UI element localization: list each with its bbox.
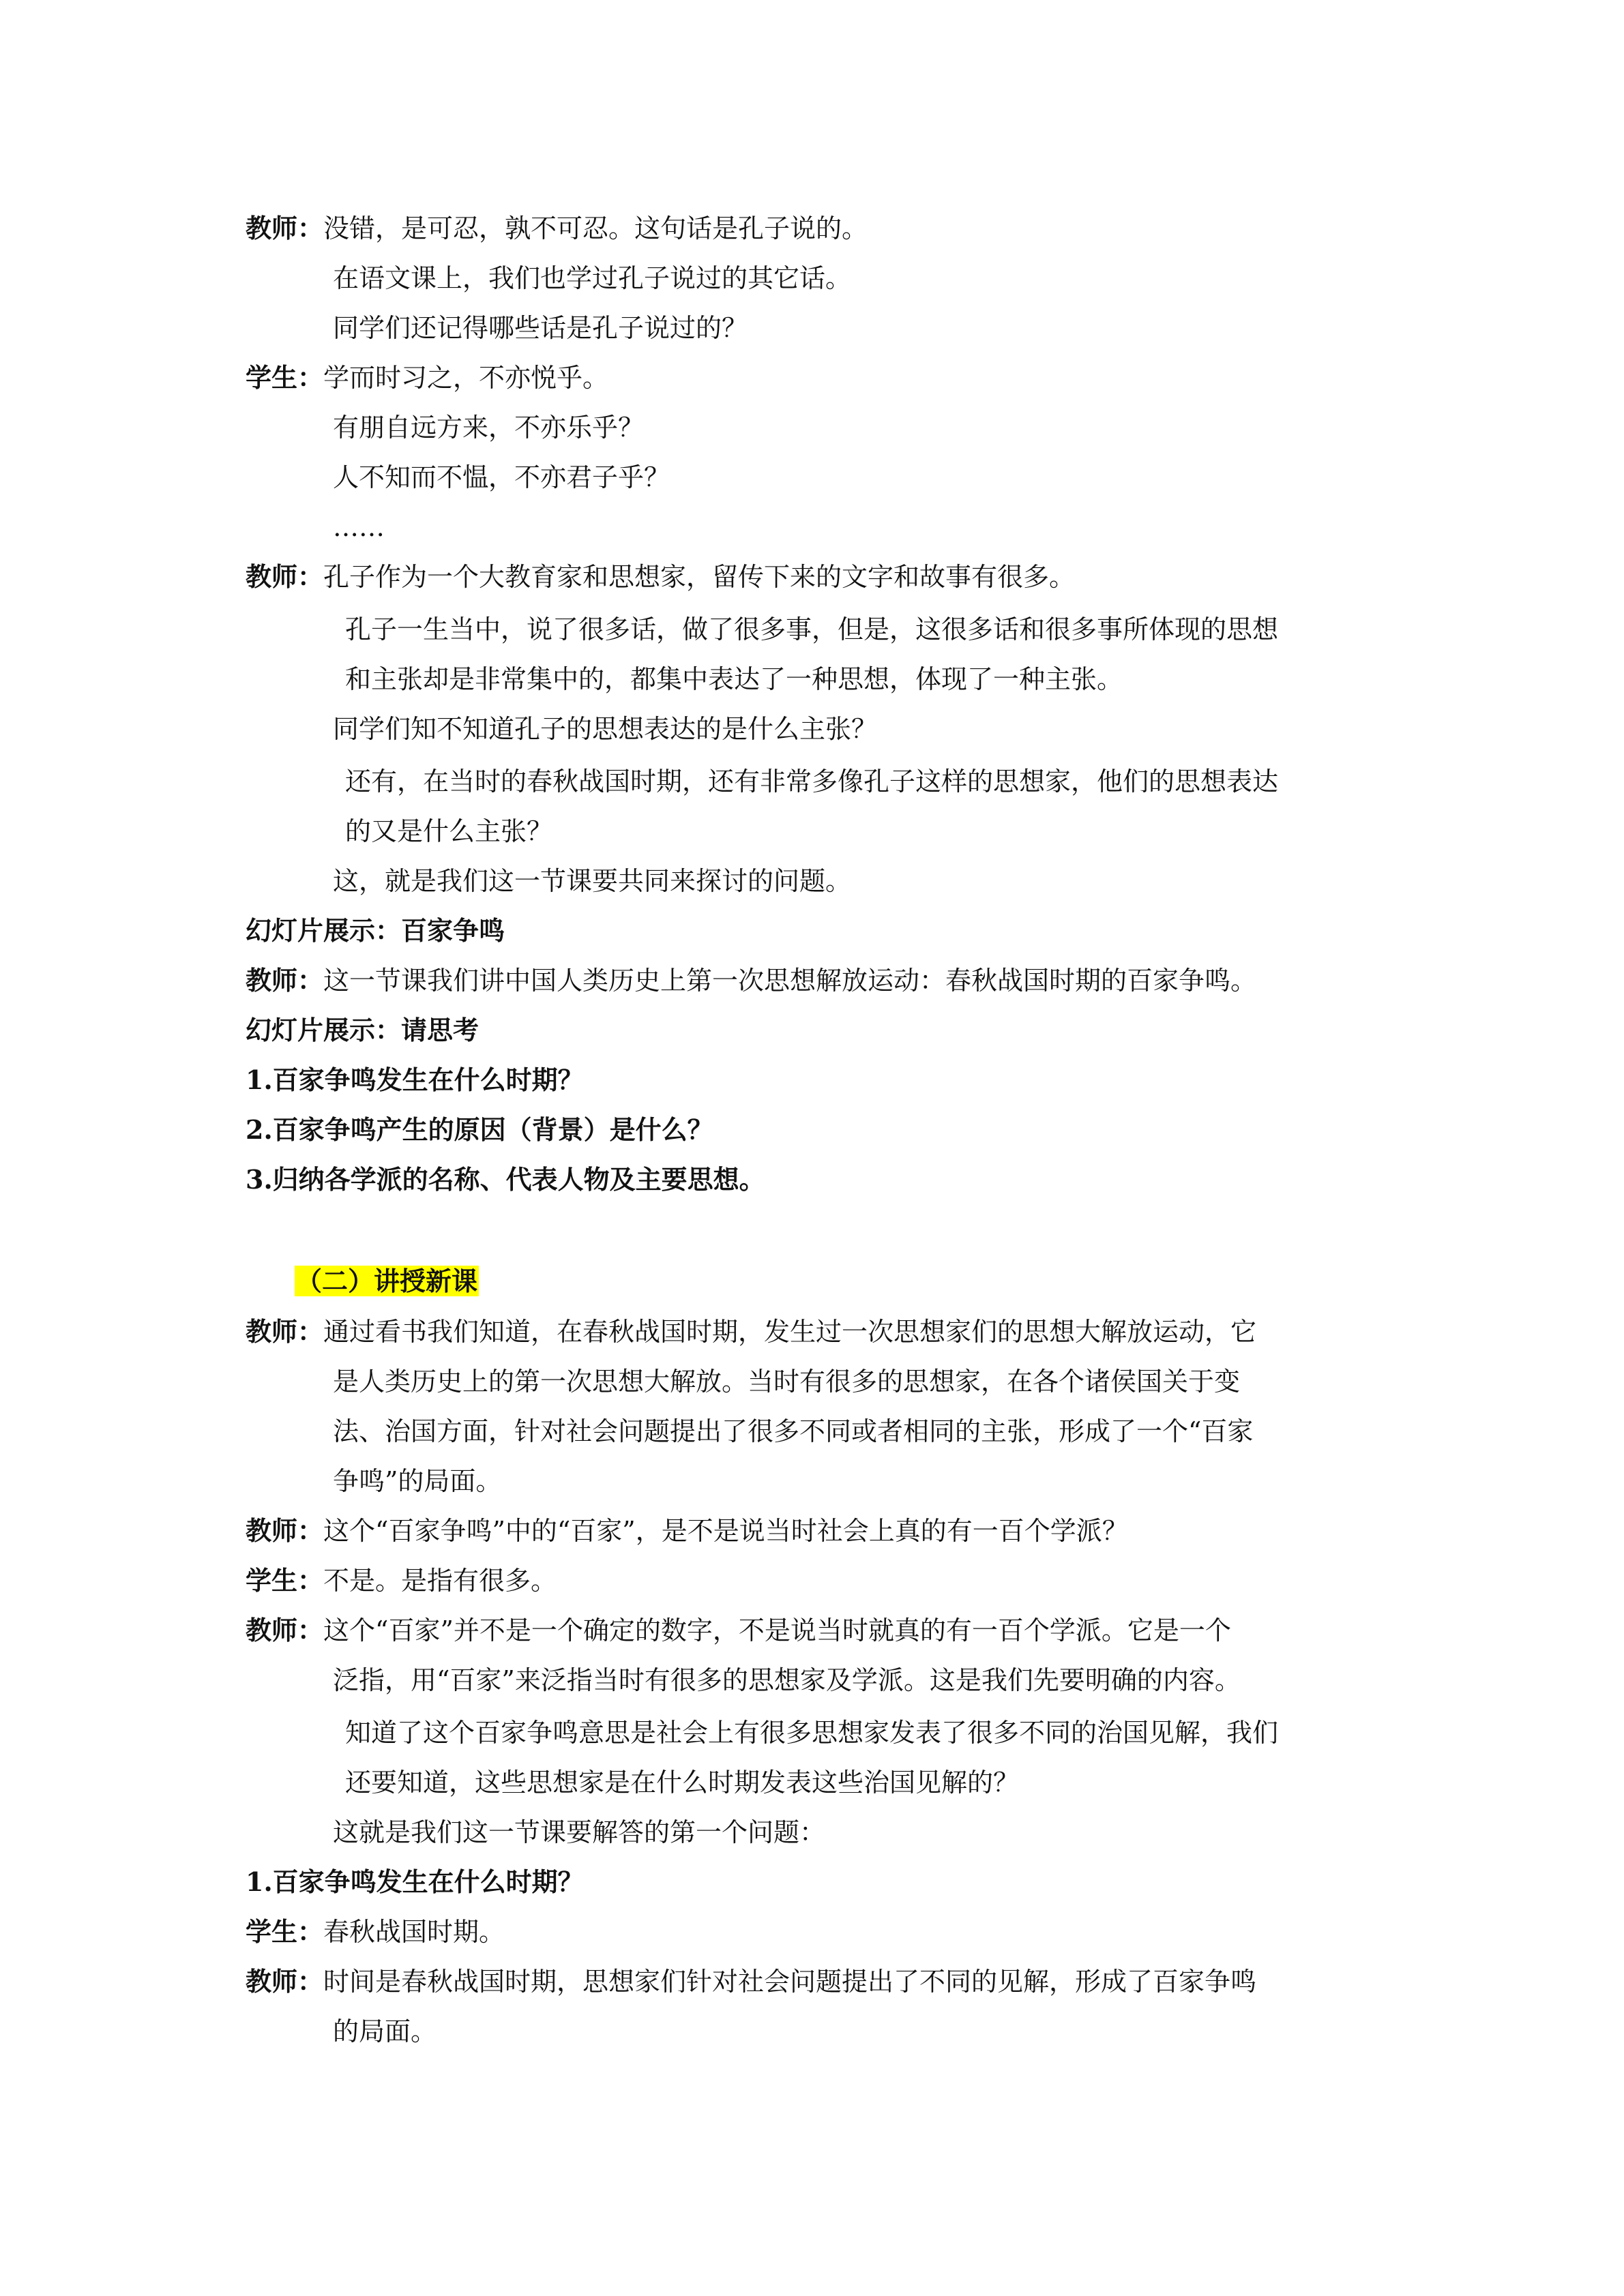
question-item: 1.百家争鸣发生在什么时期？ — [246, 1064, 584, 1095]
speaker-label: 教师： — [246, 965, 324, 996]
dialogue-line: 同学们还记得哪些话是孔子说过的？ — [333, 313, 748, 343]
speaker-label: 学生： — [246, 1565, 324, 1596]
question-item: 3.归纳各学派的名称、代表人物及主要思想。 — [246, 1164, 765, 1195]
dialogue-text: 这一节课我们讲中国人类历史上第一次思想解放运动：春秋战国时期的百家争鸣。 — [323, 966, 1257, 996]
dialogue-line: 人不知而不愠，不亦君子乎？ — [333, 462, 670, 492]
speaker-label: 教师： — [246, 561, 324, 592]
dialogue-line — [246, 1613, 1231, 1648]
dialogue-line: 泛指，用“百家”来泛指当时有很多的思想家及学派。这是我们先要明确的内容。 — [333, 1665, 1241, 1695]
dialogue-text: 春秋战国时期。 — [323, 1917, 505, 1947]
dialogue-line: 的局面。 — [333, 2016, 437, 2046]
dialogue-text: 这个“百家”并不是一个确定的数字，不是说当时就真的有一百个学派。它是一个 — [323, 1615, 1231, 1645]
dialogue-text: 没错，是可忍，孰不可忍。这句话是孔子说的。 — [323, 213, 868, 243]
speaker-label: 学生： — [246, 1916, 324, 1947]
dialogue-line: 是人类历史上的第一次思想大解放。当时有很多的思想家，在各个诸侯国关于变 — [333, 1367, 1241, 1397]
question-item: 1.百家争鸣发生在什么时期？ — [246, 1866, 584, 1897]
slide-heading: 幻灯片展示：百家争鸣 — [246, 915, 505, 946]
section-heading — [295, 1264, 479, 1298]
slide-heading: 幻灯片展示：请思考 — [246, 1015, 479, 1045]
dialogue-text: 不是。是指有很多。 — [323, 1566, 557, 1596]
speaker-label: 教师： — [246, 1615, 324, 1645]
dialogue-line — [246, 1915, 505, 1949]
dialogue-line: …… — [333, 512, 385, 542]
dialogue-line — [246, 1514, 1128, 1548]
speaker-label: 学生： — [246, 362, 324, 393]
dialogue-line: 在语文课上，我们也学过孔子说过的其它话。 — [333, 263, 852, 293]
dialogue-text: 孔子作为一个大教育家和思想家，留传下来的文字和故事有很多。 — [323, 562, 1076, 592]
dialogue-line — [246, 1965, 1256, 1999]
dialogue-text: 通过看书我们知道，在春秋战国时期，发生过一次思想家们的思想大解放运动，它 — [323, 1317, 1257, 1347]
dialogue-line: 同学们知不知道孔子的思想表达的是什么主张？ — [333, 714, 878, 744]
speaker-label: 教师： — [246, 1966, 324, 1997]
dialogue-line: 这就是我们这一节课要解答的第一个问题： — [333, 1817, 826, 1847]
dialogue-line — [246, 361, 608, 395]
section-heading-highlight: （二）讲授新课 — [296, 1266, 478, 1296]
dialogue-text: 这个“百家争鸣”中的“百家”，是不是说当时社会上真的有一百个学派？ — [323, 1516, 1128, 1546]
dialogue-line — [246, 1315, 1256, 1349]
dialogue-line: 这，就是我们这一节课要共同来探讨的问题。 — [333, 866, 852, 896]
dialogue-line: 还要知道，这些思想家是在什么时期发表这些治国见解的？ — [345, 1768, 1020, 1798]
speaker-label: 教师： — [246, 1515, 324, 1546]
dialogue-line — [246, 964, 1256, 998]
dialogue-line — [246, 560, 1075, 594]
speaker-label: 教师： — [246, 213, 324, 243]
dialogue-line — [246, 211, 868, 245]
speaker-label: 教师： — [246, 1316, 324, 1347]
dialogue-line: 的又是什么主张？ — [345, 816, 553, 846]
dialogue-text: 时间是春秋战国时期，思想家们针对社会问题提出了不同的见解，形成了百家争鸣 — [323, 1967, 1257, 1997]
dialogue-line: 还有，在当时的春秋战国时期，还有非常多像孔子这样的思想家，他们的思想表达 — [345, 766, 1279, 796]
dialogue-line: 知道了这个百家争鸣意思是社会上有很多思想家发表了很多不同的治国见解，我们 — [345, 1718, 1279, 1748]
question-item: 2.百家争鸣产生的原因（背景）是什么？ — [246, 1114, 713, 1145]
dialogue-text: 学而时习之，不亦悦乎。 — [323, 363, 609, 393]
dialogue-line: 孔子一生当中，说了很多话，做了很多事，但是，这很多话和很多事所体现的思想 — [345, 614, 1279, 644]
dialogue-line: 有朋自远方来，不亦乐乎？ — [333, 413, 645, 443]
dialogue-line — [246, 1564, 557, 1598]
dialogue-line: 争鸣”的局面。 — [333, 1466, 502, 1496]
dialogue-line: 法、治国方面，针对社会问题提出了很多不同或者相同的主张，形成了一个“百家 — [333, 1416, 1254, 1446]
dialogue-line: 和主张却是非常集中的，都集中表达了一种思想，体现了一种主张。 — [345, 664, 1123, 694]
